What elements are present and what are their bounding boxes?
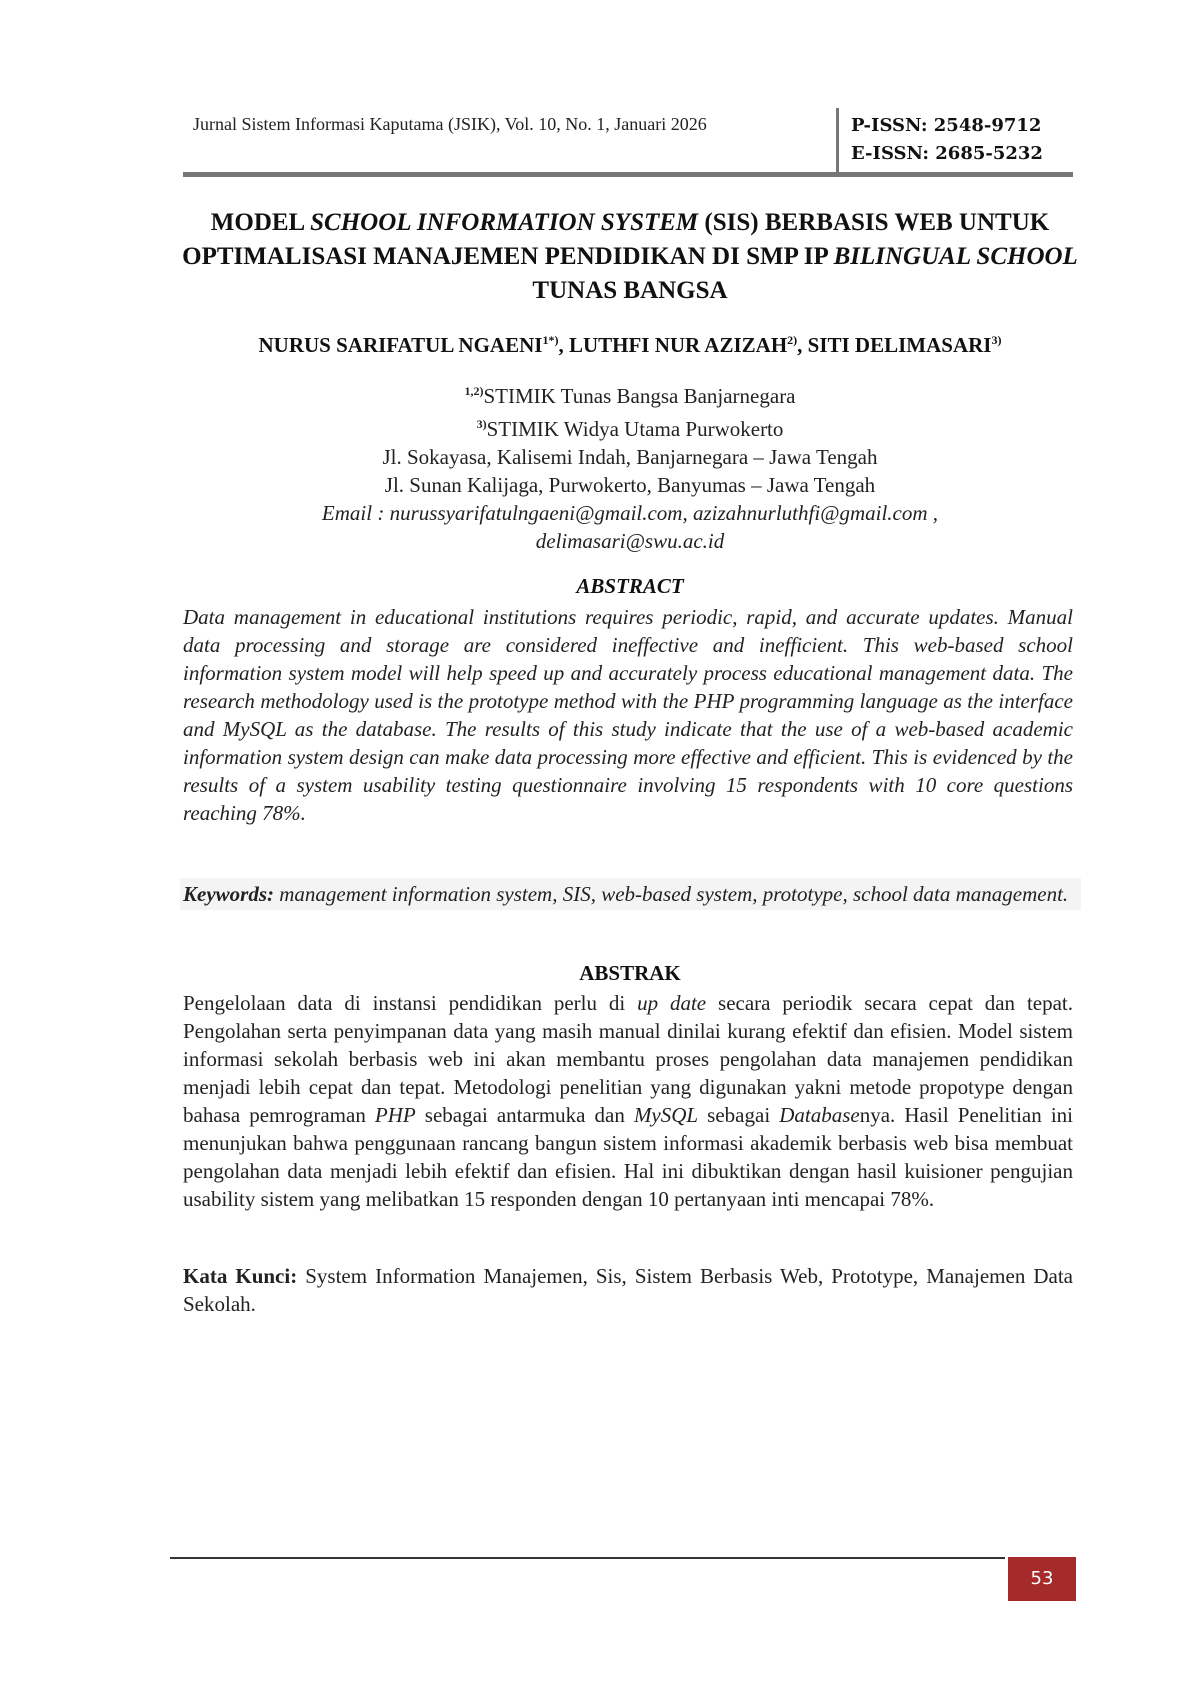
p-issn: P-ISSN: 2548-9712: [851, 115, 1042, 136]
abstrak-heading: ABSTRAK: [579, 961, 681, 985]
affiliation-text: STIMIK Widya Utama Purwokerto: [486, 417, 784, 441]
abstrak-italic: PHP: [374, 1103, 416, 1127]
kata-kunci: [183, 1262, 1073, 1318]
keywords-label: Keywords:: [183, 882, 274, 906]
author-mark: 2): [787, 333, 798, 347]
kata-kunci-label: Kata Kunci:: [183, 1264, 298, 1288]
address-line: Jl. Sokayasa, Kalisemi Indah, Banjarnegara – Jawa Tengah: [382, 445, 878, 469]
affiliation-mark: 3): [476, 417, 487, 431]
journal-citation: Jurnal Sistem Informasi Kaputama (JSIK), Vol. 10, No. 1, Januari 2026: [193, 114, 707, 134]
abstrak-text: secara periodik secara cepat dan tepat. Pengolahan serta penyimpanan data yang masih manual dinilai kurang efektif dan efisien. Model sistem informasi sekolah berbasis web ini akan membantu proses pengolahan data manajemen pendidikan menjadi lebih cepat dan tepat. Metodologi penelitian yang digunakan yakni metode propotype dengan bahasa pemrograman: [183, 991, 1074, 1127]
header-divider: [836, 108, 839, 174]
email-line: Email : nurussyarifatulngaeni@gmail.com, azizahnurluthfi@gmail.com ,: [321, 501, 939, 525]
affiliation-line: [150, 377, 1110, 410]
author-name: NURUS SARIFATUL NGAENI: [258, 333, 543, 357]
issn-block: [851, 112, 1043, 168]
email-line: delimasari@swu.ac.id: [535, 529, 725, 553]
paper-title: [150, 206, 1110, 308]
abstrak-italic: MySQL: [633, 1103, 699, 1127]
title-text: MODEL: [210, 209, 311, 236]
title-italic-text: SCHOOL INFORMATION SYSTEM: [310, 209, 699, 236]
journal-header: [183, 108, 1073, 173]
author-mark: 3): [991, 333, 1002, 347]
abstrak-text: Pengelolaan data di instansi pendidikan perlu di: [183, 991, 638, 1015]
title-italic-text: BILINGUAL SCHOOL: [833, 243, 1078, 270]
author-name: LUTHFI NUR AZIZAH: [568, 333, 788, 357]
header-rule: [183, 172, 1073, 177]
address-line: Jl. Sunan Kalijaga, Purwokerto, Banyumas – Jawa Tengah: [384, 473, 876, 497]
title-text: (SIS) BERBASIS WEB UNTUK OPTIMALISASI MANAJEMEN PENDIDIKAN DI SMP IP: [182, 209, 1050, 270]
abstrak-text: sebagai: [698, 1103, 780, 1127]
author-name: SITI DELIMASARI: [807, 333, 992, 357]
affiliation-mark: 1,2): [464, 384, 484, 398]
kata-kunci-text: System Information Manajemen, Sis, Sistem Berbasis Web, Prototype, Manajemen Data Sekolah.: [183, 1264, 1073, 1316]
affiliation-block: [150, 377, 1110, 555]
affiliation-text: STIMIK Tunas Bangsa Banjarnegara: [483, 384, 796, 408]
abstrak-text: sebagai antarmuka dan: [415, 1103, 634, 1127]
abstrak-body: [183, 989, 1073, 1213]
page-number-badge: 53: [1008, 1557, 1076, 1601]
e-issn: E-ISSN: 2685-5232: [851, 143, 1043, 164]
abstrak-italic: up date: [637, 991, 707, 1015]
author-mark: 1*): [542, 333, 559, 347]
abstrak-italic: Database: [779, 1103, 860, 1127]
abstract-heading: ABSTRACT: [576, 574, 684, 598]
keywords-text: management information system, SIS, web-based system, prototype, school data management.: [274, 882, 1069, 906]
title-text: TUNAS BANGSA: [532, 277, 728, 304]
keywords: [180, 878, 1081, 910]
affiliation-line: [150, 410, 1110, 443]
author-list: NURUS SARIFATUL $NGAENI^{1*)}$, LUTHFI NUR AZIZAH$^{2)}$, SITI DELIMASARI$^{3)}$: [258, 333, 1002, 357]
abstrak-text: nya. Hasil Penelitian ini menunjukan bahwa penggunaan rancang bangun sistem informasi akademik berbasis web bisa membuat pengolahan data menjadi lebih efektif dan efisien. Hal ini dibuktikan dengan hasil kuisioner pengujian usability sistem yang melibatkan 15 responden dengan 10 pertanyaan inti mencapai 78%.: [183, 1103, 1073, 1211]
footer-rule: [170, 1557, 1005, 1559]
abstract-body: Data management in educational institutions requires periodic, rapid, and accurate updates. Manual data processing and storage are considered ineffective and inefficient. This web-based school information system model will help speed up and accurately process educational management data. The research methodology used is the prototype method with the PHP programming language as the interface and MySQL as the database. The results of this study indicate that the use of a web-based academic information system design can make data processing more effective and efficient. This is evidenced by the results of a system usability testing questionnaire involving 15 respondents with 10 core questions reaching 78%.: [183, 605, 1073, 825]
